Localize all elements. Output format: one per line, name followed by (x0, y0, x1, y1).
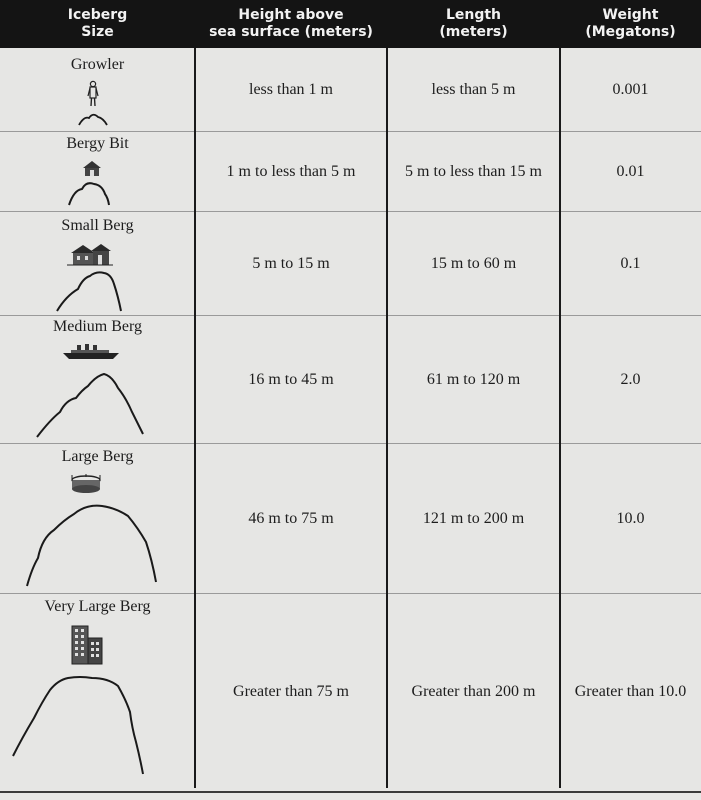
column-divider (386, 48, 388, 788)
iceberg-name: Very Large Berg (44, 598, 151, 615)
height-cell: 46 m to 75 m (248, 509, 334, 527)
size-cell (0, 212, 195, 315)
size-cell (0, 132, 195, 211)
skyscrapers-icon (70, 624, 104, 664)
header-weight: Weight (Megatons) (585, 7, 676, 40)
header-length: Length (meters) (439, 7, 508, 40)
weight-cell: 2.0 (620, 370, 641, 388)
table-row-large-berg (0, 444, 701, 594)
height-cell: 1 m to less than 5 m (226, 162, 356, 180)
iceberg-name: Bergy Bit (66, 135, 129, 152)
table-row-very-large-berg (0, 594, 701, 790)
size-cell (0, 48, 195, 131)
length-cell: Greater than 200 m (411, 683, 536, 700)
table-row-medium-berg (0, 316, 701, 444)
bergy-bit-ice-outline (68, 180, 110, 206)
growler-ice-outline (78, 112, 108, 126)
iceberg-name: Medium Berg (52, 318, 143, 335)
length-cell: 121 m to 200 m (422, 509, 525, 527)
iceberg-name: Large Berg (61, 448, 134, 465)
medium-berg-ice-outline (36, 372, 144, 438)
large-berg-ice-outline (26, 502, 160, 588)
small-house-icon (82, 160, 102, 176)
weight-cell: 0.1 (620, 254, 641, 272)
small-berg-ice-outline (56, 268, 122, 312)
stadium-icon (68, 474, 104, 494)
header-iceberg-size: Iceberg Size (67, 7, 128, 40)
ship-icon (63, 342, 119, 360)
weight-cell: 0.01 (616, 162, 645, 180)
person-icon (86, 81, 100, 107)
height-cell: 5 m to 15 m (252, 254, 330, 272)
height-cell: Greater than 75 m (233, 683, 349, 700)
height-cell: 16 m to 45 m (248, 370, 334, 388)
size-cell (0, 594, 195, 790)
column-divider (559, 48, 561, 788)
very-large-berg-ice-outline (12, 672, 148, 776)
length-cell: 5 m to less than 15 m (405, 162, 542, 180)
table-header (0, 0, 701, 48)
iceberg-name: Growler (70, 56, 125, 73)
header-height: Height above sea surface (meters) (209, 7, 373, 40)
iceberg-name: Small Berg (61, 217, 134, 234)
height-cell: less than 1 m (249, 80, 333, 98)
size-cell (0, 316, 195, 443)
column-divider (194, 48, 196, 788)
weight-cell: 0.001 (612, 80, 649, 98)
table-row-bergy-bit (0, 132, 701, 212)
length-cell: 15 m to 60 m (430, 254, 517, 272)
size-cell (0, 444, 195, 593)
table-bottom-border (0, 791, 701, 793)
house-icon (67, 243, 113, 265)
table-row-growler (0, 48, 701, 132)
weight-cell: 10.0 (616, 509, 645, 527)
table-row-small-berg (0, 212, 701, 316)
length-cell: less than 5 m (431, 80, 516, 98)
weight-cell: Greater than 10.0 (574, 683, 687, 700)
length-cell: 61 m to 120 m (426, 370, 521, 388)
